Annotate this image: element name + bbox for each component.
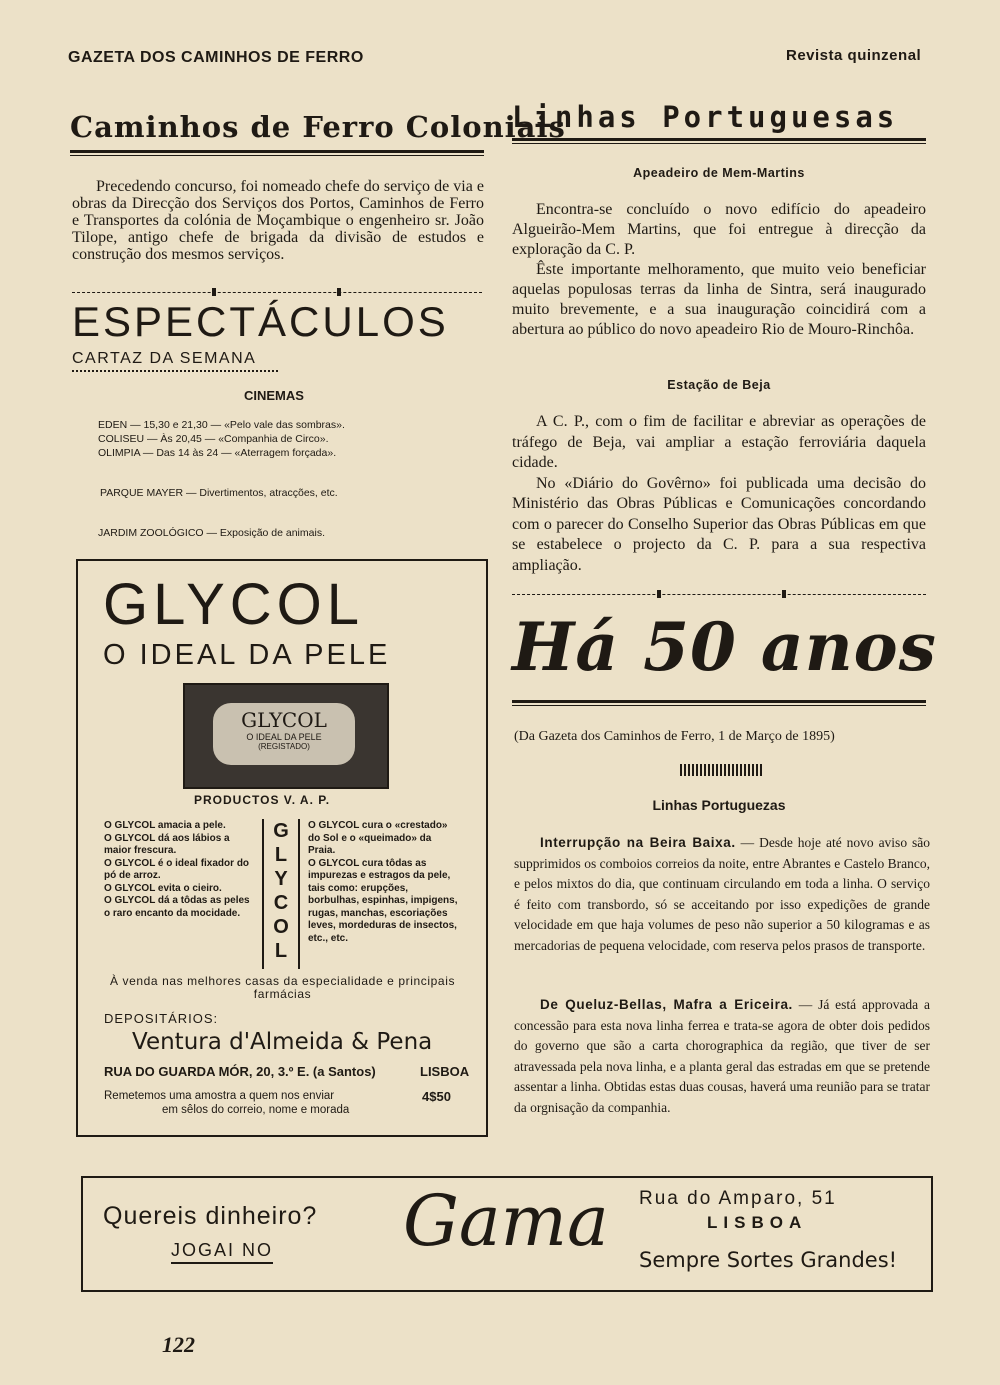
gama-city: LISBOA xyxy=(707,1213,808,1232)
glycol-label-line2: (REGISTADO) xyxy=(258,742,310,751)
gama-slogan: Sempre Sortes Grandes! xyxy=(639,1248,898,1272)
running-header-title: GAZETA DOS CAMINHOS DE FERRO xyxy=(68,49,364,66)
glycol-vertical-letter: C xyxy=(273,892,289,914)
espectaculos-subtitle: CARTAZ DA SEMANA xyxy=(72,350,278,372)
linhas-article-2 xyxy=(512,412,926,576)
linhas-p1: Encontra-se concluído o novo edifício do apeadeiro Algueirão-Mem Martins, que foi entregue à direcção da exploração da C. P. xyxy=(512,201,926,258)
linhas-p2: Êste importante melhoramento, que muito veio beneficiar aquelas populosas terras da linha de Sintra, será inaugurado muito brevemente, e a sua inauguração coincidirá com a abertura ao público do novo apeadeiro Rio de Mouro-Rinchôa. xyxy=(512,261,926,338)
ha50-title: Há 50 anos xyxy=(512,608,937,686)
ha50-lead1: Interrupção na Beira Baixa. xyxy=(540,835,736,850)
gama-question: Quereis dinheiro? xyxy=(103,1202,318,1230)
gama-jogai: JOGAI NO xyxy=(171,1240,273,1264)
cinema-eden: EDEN — 15,30 e 21,30 — «Pelo vale das sombras». xyxy=(98,419,345,431)
glycol-label-brand: GLYCOL xyxy=(241,708,327,732)
glycol-claim: O GLYCOL evita o cieiro. xyxy=(104,882,222,894)
colonial-title: Caminhos de Ferro Coloniais xyxy=(70,110,566,144)
gama-logo: Gama xyxy=(403,1180,609,1262)
glycol-label-plate xyxy=(213,703,355,765)
linhas-p4: No «Diário do Govêrno» foi publicada uma decisão do Ministério das Obras Públicas e Comunicações concordando com o parecer do Conselho Superior das Obras Públicas em que se estabelece o projecto da C. P. para a sua respectiva ampliação. xyxy=(512,474,926,574)
jardim-zoologico: JARDIM ZOOLÓGICO — Exposição de animais. xyxy=(98,527,325,539)
espectaculos-title: ESPECTÁCULOS xyxy=(72,298,449,345)
linhas-sub2: Estação de Beja xyxy=(667,378,771,392)
glycol-vertical-letter: O xyxy=(273,916,289,938)
ha50-lead2: De Queluz-Bellas, Mafra a Ericeira. xyxy=(540,997,793,1012)
ha50-p1: — Desde hoje até novo aviso são supprimidos os comboios correios da noite, entre Abrantes e Castelo Branco, e pelos mixtos do dia, que continuam circulando em toda a linha. O serviço é feito com transbordo, só se acceitando por isso expedições de grande velocidade em que haja volumes de peso não superior a 50 kilogramas e as mercadorias de pequena velocidade, com reserva pelos prasos de transporte. xyxy=(514,835,930,953)
cinemas-heading: CINEMAS xyxy=(244,388,304,403)
gama-address: Rua do Amparo, 51 xyxy=(639,1188,837,1209)
linhas-article-1 xyxy=(512,200,926,340)
ornament-divider xyxy=(680,764,764,776)
page-number: 122 xyxy=(162,1332,195,1357)
linhas-sub1: Apeadeiro de Mem-Martins xyxy=(633,166,805,180)
glycol-claim: O GLYCOL dá a tôdas as peles o raro encanto da mocidade. xyxy=(104,895,250,919)
glycol-right-claims xyxy=(308,820,460,945)
glycol-claim: O GLYCOL dá aos lábios a maior frescura. xyxy=(104,832,230,856)
parque-mayer: PARQUE MAYER — Divertimentos, atracções, etc. xyxy=(100,487,338,499)
ha50-title-rule xyxy=(512,700,926,706)
glycol-city: LISBOA xyxy=(420,1064,470,1079)
running-header-subtitle: Revista quinzenal xyxy=(786,47,922,64)
glycol-price: 4$50 xyxy=(422,1089,451,1104)
cinema-olimpia: OLIMPIA — Das 14 às 24 — «Aterragem forçada». xyxy=(98,447,337,459)
glycol-vertical-letter: L xyxy=(274,844,288,866)
ha50-para-1 xyxy=(514,833,930,956)
glycol-vertical-word xyxy=(262,819,300,969)
glycol-claim: O GLYCOL é o ideal fixador do pó de arroz. xyxy=(104,857,250,881)
ha50-source: (Da Gazeta dos Caminhos de Ferro, 1 de Março de 1895) xyxy=(514,729,835,744)
glycol-claim: O GLYCOL cura o «crestado» do Sol e o «queimado» da Praia. xyxy=(308,820,448,856)
ha50-para-2 xyxy=(514,995,930,1118)
section-separator xyxy=(72,292,482,293)
glycol-left-claims xyxy=(104,820,256,920)
glycol-label-line1: O IDEAL DA PELE xyxy=(246,732,322,742)
glycol-brand: GLYCOL xyxy=(103,572,365,637)
glycol-claim: O GLYCOL cura tôdas as impurezas e estragos da pele, tais como: erupções, borbulhas, espinhas, impigens, rugas, manchas, escoriações leves, mordeduras de insectos, etc., etc. xyxy=(308,857,458,944)
colonial-body: Precedendo concurso, foi nomeado chefe do serviço de via e obras da Direcção dos Serviços dos Portos, Caminhos de Ferro e Transportes da colónia de Moçambique o engenheiro sr. João Tilope, antigo chefe de brigada da divisão de estudos e construção dos mesmos serviços. xyxy=(72,178,484,263)
glycol-label-image xyxy=(183,683,389,789)
glycol-claim: O GLYCOL amacia a pele. xyxy=(104,820,226,831)
linhas-title-rule xyxy=(512,138,926,144)
glycol-sample: Remetemos uma amostra a quem nos enviar xyxy=(104,1090,335,1102)
glycol-vertical-letter: Y xyxy=(274,868,288,890)
glycol-tagline: O IDEAL DA PELE xyxy=(103,639,391,671)
gama-ad xyxy=(81,1176,933,1292)
glycol-vertical-letter: L xyxy=(274,940,288,962)
section-separator xyxy=(512,594,926,595)
cinema-coliseu: COLISEU — Às 20,45 — «Companhia de Circo». xyxy=(98,433,329,445)
linhas-p3: A C. P., com o fim de facilitar e abreviar as operações de tráfego de Beja, vai ampliar a estação ferroviária daquela cidade. xyxy=(512,413,926,471)
glycol-vertical-letter: G xyxy=(273,820,289,842)
ha50-p2: — Já está approvada a concessão para esta nova linha ferrea e trata-se agora de obter dois pedidos do governo que são a carta chorographica da região, que tiver de ser atravessada pela nova linha, e a planta geral das estradas em que se pretende assentar a linha. Obtidas estas duas cousas, haverá uma reunião para se tratar da orgnisação da companhia. xyxy=(514,997,930,1115)
glycol-company: Ventura d'Almeida & Pena xyxy=(132,1029,433,1055)
glycol-depositarios: DEPOSITÁRIOS: xyxy=(104,1011,219,1026)
cinemas-list xyxy=(98,418,345,460)
glycol-sale: À venda nas melhores casas da especialidade e principais farmácias xyxy=(109,974,456,1001)
glycol-products: PRODUCTOS V. A. P. xyxy=(194,793,331,807)
colonial-title-rule xyxy=(70,150,484,156)
glycol-address: RUA DO GUARDA MÓR, 20, 3.º E. (a Santos) xyxy=(104,1064,376,1079)
ha50-heading: Linhas Portuguezas xyxy=(652,797,786,813)
colonial-article xyxy=(72,178,484,263)
glycol-sample2: em sêlos do correio, nome e morada xyxy=(162,1104,350,1116)
glycol-ad xyxy=(76,559,488,1137)
linhas-title: Linhas Portuguesas xyxy=(512,100,899,134)
